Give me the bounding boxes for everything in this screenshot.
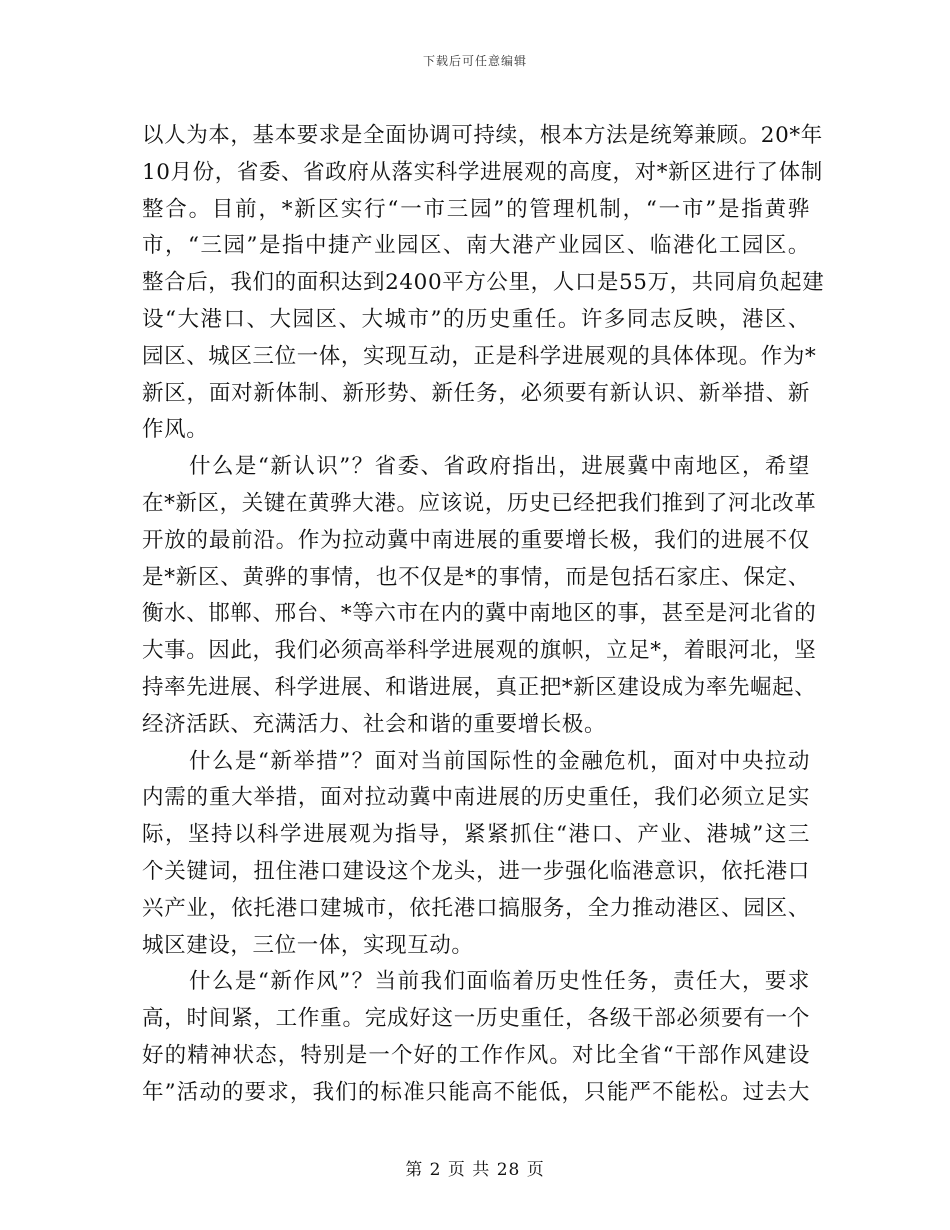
text-line: 什么是“新举措”？面对当前国际性的金融危机，面对中央拉动 — [189, 748, 810, 774]
paragraph — [142, 118, 825, 449]
page-footer: 第 2 页 共 28 页 — [405, 1160, 545, 1180]
text-line: 10月份，省委、省政府从落实科学进展观的高度，对*新区进行了体制 — [142, 159, 823, 185]
text-line: 园区、城区三位一体，实现互动，正是科学进展观的具体体现。作为* — [142, 343, 817, 369]
text-line: 在*新区，关键在黄骅大港。应该说，历史已经把我们推到了河北改革 — [142, 490, 817, 516]
text-line: 大事。因此，我们必须高举科学进展观的旗帜，立足*，着眼河北，坚 — [142, 638, 817, 664]
text-line: 市，“三园”是指中捷产业园区、南大港产业园区、临港化工园区。 — [142, 233, 810, 259]
text-line: 持率先进展、科学进展、和谐进展，真正把*新区建设成为率先崛起、 — [142, 674, 817, 700]
text-line: 以人为本，基本要求是全面协调可持续，根本方法是统筹兼顾。20*年 — [142, 123, 823, 148]
text-line: 年”活动的要求，我们的标准只能高不能低，只能严不能松。过去大 — [142, 1079, 810, 1105]
paragraph — [142, 744, 810, 965]
text-line: 设“大港口、大园区、大城市”的历史重任。许多同志反映，港区、 — [142, 306, 810, 332]
text-line: 城区建设，三位一体，实现互动。 — [142, 932, 474, 958]
text-line: 整合后，我们的面积达到2400平方公里，人口是55万，共同肩负起建 — [142, 270, 825, 296]
text-line: 新区，面对新体制、新形势、新任务，必须要有新认识、新举措、新 — [142, 380, 810, 406]
text-line: 内需的重大举措，面对拉动冀中南进展的历史重任，我们必须立足实 — [142, 785, 810, 811]
text-line: 整合。目前，*新区实行“一市三园”的管理机制，“一市”是指黄骅 — [142, 196, 810, 222]
text-line: 是*新区、黄骅的事情，也不仅是*的事情，而是包括石家庄、保定、 — [142, 564, 810, 590]
text-line: 开放的最前沿。作为拉动冀中南进展的重要增长极，我们的进展不仅 — [142, 527, 810, 553]
paragraph — [142, 449, 817, 743]
text-line: 经济活跃、充满活力、社会和谐的重要增长极。 — [142, 711, 607, 737]
document-body — [142, 118, 825, 1112]
text-line: 作风。 — [142, 417, 209, 443]
text-line: 衡水、邯郸、邢台、*等六市在内的冀中南地区的事，甚至是河北省的 — [142, 601, 817, 627]
text-line: 兴产业，依托港口建城市，依托港口搞服务，全力推动港区、园区、 — [142, 895, 810, 921]
text-line: 什么是“新认识”？省委、省政府指出，进展冀中南地区，希望 — [189, 454, 810, 480]
paragraph — [142, 964, 810, 1111]
text-line: 高，时间紧，工作重。完成好这一历史重任，各级干部必须要有一个 — [142, 1006, 810, 1032]
text-line: 好的精神状态，特别是一个好的工作作风。对比全省“干部作风建设 — [142, 1042, 810, 1068]
text-line: 个关键词，扭住港口建设这个龙头，进一步强化临港意识，依托港口 — [142, 858, 810, 884]
text-line: 际，坚持以科学进展观为指导，紧紧抓住“港口、产业、港城”这三 — [142, 822, 810, 848]
page-header: 下载后可任意编辑 — [422, 54, 527, 68]
text-line: 什么是“新作风”？当前我们面临着历史性任务，责任大，要求 — [189, 969, 810, 995]
